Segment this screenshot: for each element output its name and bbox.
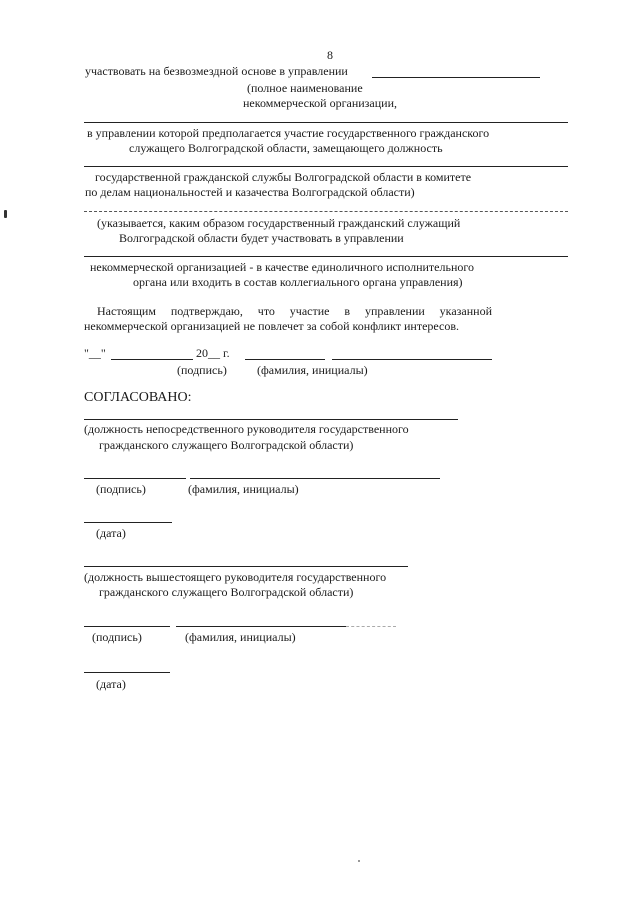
- page-number: 8: [327, 48, 333, 62]
- direct-date-line: [84, 522, 172, 523]
- senior-name-line: [176, 626, 346, 627]
- confirmation-line-2: некоммерческой организацией не повлечет за собой конфликт интересов.: [84, 319, 460, 333]
- senior-position-caption-1: (должность вышестоящего руководителя государственного: [84, 570, 387, 584]
- senior-name-caption: (фамилия, инициалы): [185, 630, 296, 644]
- senior-position-line: [84, 566, 408, 567]
- direct-name-line: [190, 478, 440, 479]
- participation-method-line: [84, 211, 568, 212]
- organization-name-blank: [372, 77, 540, 78]
- scan-mark: [4, 210, 7, 218]
- management-line: в управлении которой предполагается участие государственного гражданского: [87, 126, 490, 140]
- signature-caption: (подпись): [177, 363, 227, 377]
- servant-position-line: служащего Волгоградской области, замещающего должность: [129, 141, 443, 155]
- senior-name-line-faint: [346, 626, 396, 627]
- full-name-caption: (полное наименование: [247, 81, 363, 95]
- organization-name-line: [84, 122, 568, 123]
- direct-signature-caption: (подпись): [96, 482, 146, 496]
- participation-line: участвовать на безвозмездной основе в управлении: [85, 64, 348, 78]
- senior-position-caption-2: гражданского служащего Волгоградской области): [99, 585, 354, 599]
- year-label: 20__ г.: [196, 346, 230, 360]
- participation-method-line-2: [84, 256, 568, 257]
- direct-position-line: [84, 419, 458, 420]
- senior-signature-line: [84, 626, 170, 627]
- method-caption-3: некоммерческой организацией - в качестве единоличного исполнительного: [90, 260, 475, 274]
- confirmation-line-1: Настоящим подтверждаю, что участие в управлении указанной: [97, 304, 492, 318]
- name-blank: [332, 359, 492, 360]
- day-quote: "__": [84, 346, 106, 360]
- nko-caption: некоммерческой организации,: [243, 96, 398, 110]
- direct-name-caption: (фамилия, инициалы): [188, 482, 299, 496]
- position-line: [84, 166, 568, 167]
- signature-blank: [245, 359, 325, 360]
- direct-date-caption: (дата): [96, 526, 126, 540]
- committee-line: по делам национальностей и казачества Волгоградской области): [85, 185, 415, 199]
- method-caption-4: органа или входить в состав коллегиального органа управления): [133, 275, 463, 289]
- approval-heading: СОГЛАСОВАНО:: [84, 390, 192, 405]
- senior-signature-caption: (подпись): [92, 630, 142, 644]
- direct-signature-line: [84, 478, 186, 479]
- method-caption-1: (указывается, каким образом государственный гражданский служащий: [97, 216, 461, 230]
- senior-date-line: [84, 672, 170, 673]
- month-blank: [111, 359, 193, 360]
- direct-position-caption-1: (должность непосредственного руководителя государственного: [84, 422, 409, 436]
- direct-position-caption-2: гражданского служащего Волгоградской области): [99, 438, 354, 452]
- senior-date-caption: (дата): [96, 677, 126, 691]
- civil-service-line: государственной гражданской службы Волгоградской области в комитете: [95, 170, 472, 184]
- scan-speck: [358, 860, 360, 862]
- method-caption-2: Волгоградской области будет участвовать в управлении: [119, 231, 404, 245]
- name-caption: (фамилия, инициалы): [257, 363, 368, 377]
